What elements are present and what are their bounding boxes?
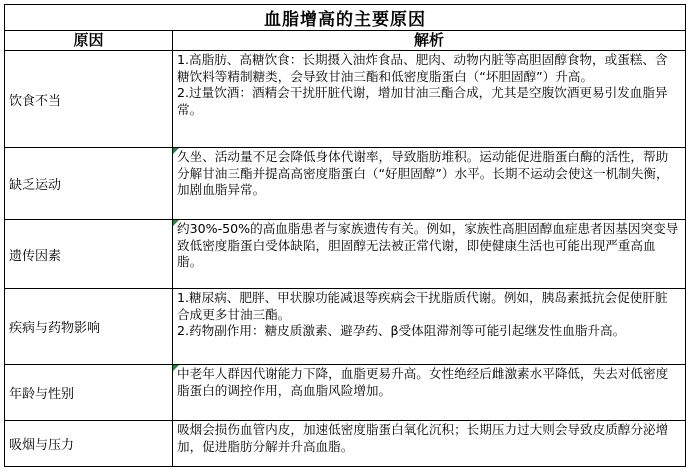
detail-cell[interactable] [173, 148, 686, 220]
cause-cell[interactable] [5, 421, 173, 467]
detail-line: 2.过量饮酒：酒精会干扰肝脏代谢，增加甘油三酯合成，尤其是空腹饮酒更易引发血脂异常。 [177, 85, 668, 117]
header-cause[interactable]: 原因 [5, 31, 173, 51]
table-row [5, 289, 686, 365]
spreadsheet-area [4, 4, 685, 474]
comment-indicator-icon[interactable] [173, 220, 179, 226]
table-row [5, 220, 686, 289]
detail-line: 吸烟会损伤血管内皮，加速低密度脂蛋白氧化沉积；长期压力过大则会导致皮质醇分泌增加，促进脂肪分解并升高血脂。 [177, 422, 669, 454]
detail-cell[interactable] [173, 365, 686, 421]
comment-indicator-icon[interactable] [173, 148, 179, 154]
detail-cell[interactable] [173, 51, 686, 148]
cause-cell[interactable] [5, 51, 173, 148]
causes-table [4, 4, 686, 467]
cause-cell[interactable] [5, 148, 173, 220]
detail-cell[interactable] [173, 289, 686, 365]
cause-label: 疾病与药物影响 [9, 321, 101, 336]
cause-label: 吸烟与压力 [9, 438, 75, 453]
table-row [5, 148, 686, 220]
cause-label: 年龄与性别 [9, 387, 75, 402]
comment-indicator-icon[interactable] [173, 365, 179, 371]
cause-cell[interactable] [5, 220, 173, 289]
detail-line: 2.药物副作用：糖皮质激素、避孕药、β受体阻滞剂等可能引起继发性血脂升高。 [177, 323, 626, 339]
table-row [5, 51, 686, 148]
detail-line: 久坐、活动量不足会降低身体代谢率，导致脂肪堆积。运动能促进脂蛋白酶的活性，帮助分解甘油三酯并提高高密度脂蛋白（“好胆固醇”）水平。长期不运动会使这一机制失衡，加剧血脂异常。 [177, 149, 669, 198]
detail-cell[interactable] [173, 220, 686, 289]
cause-label: 缺乏运动 [9, 178, 62, 193]
detail-line: 1.糖尿病、肥胖、甲状腺功能减退等疾病会干扰脂质代谢。例如，胰岛素抵抗会促使肝脏合成更多甘油三酯。 [177, 290, 668, 322]
table-row [5, 365, 686, 421]
title-row [5, 5, 686, 31]
detail-line: 1.高脂肪、高糖饮食：长期摄入油炸食品、肥肉、动物内脏等高胆固醇食物，或蛋糕、含糖饮料等精制糖类，会导致甘油三酯和低密度脂蛋白（“坏胆固醇”）升高。 [177, 52, 668, 84]
header-row [5, 31, 686, 51]
detail-line: 约30%-50%的高血脂患者与家族遗传有关。例如，家族性高胆固醇血症患者因基因突变导致低密度脂蛋白受体缺陷，胆固醇无法被正常代谢，即使健康生活也可能出现严重高血脂。 [177, 221, 679, 270]
table-title[interactable]: 血脂增高的主要原因 [5, 5, 686, 31]
cause-cell[interactable] [5, 289, 173, 365]
cause-label: 遗传因素 [9, 248, 62, 264]
header-analysis[interactable]: 解析 [173, 31, 686, 51]
table-row [5, 421, 686, 467]
cause-cell[interactable] [5, 365, 173, 421]
detail-cell[interactable] [173, 421, 686, 467]
cause-label: 饮食不当 [9, 93, 62, 109]
detail-line: 中老年人群因代谢能力下降，血脂更易升高。女性绝经后雌激素水平降低，失去对低密度脂蛋白的调控作用，高血脂风险增加。 [177, 366, 669, 398]
